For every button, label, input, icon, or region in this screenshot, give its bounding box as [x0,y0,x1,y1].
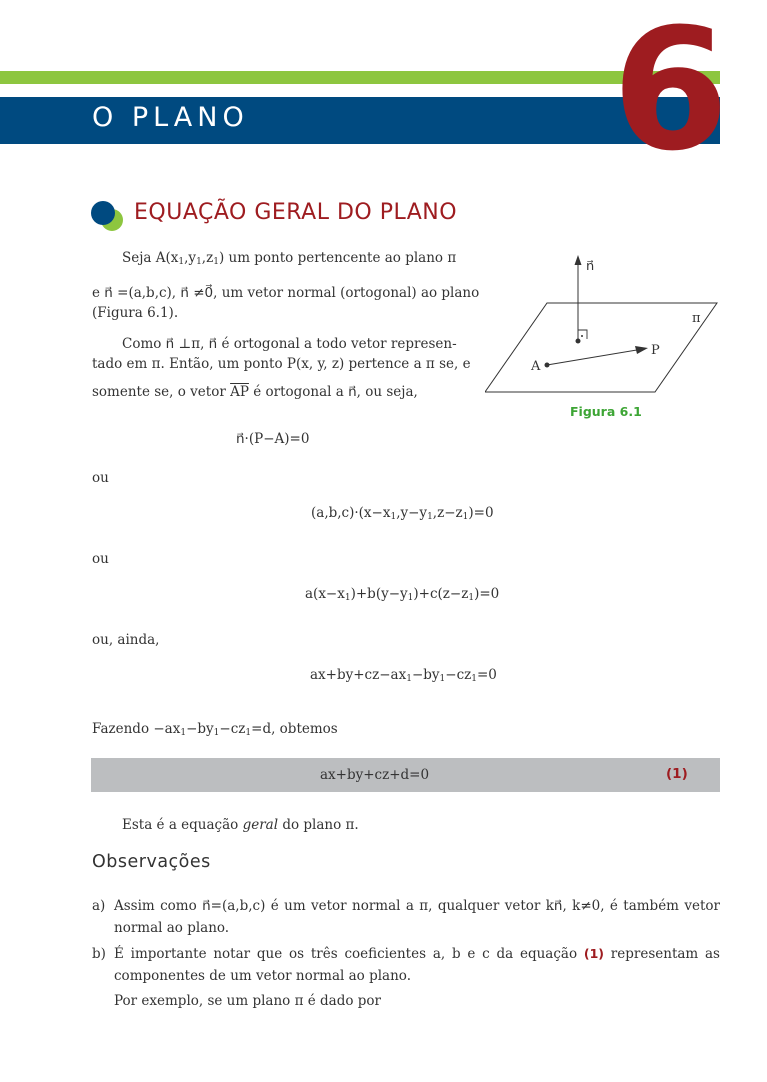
general-equation: ax+by+cz+d=0 [320,767,430,783]
conclusion-sentence: Esta é a equação geral do plano π. [122,817,359,833]
observations-title: Observações [92,852,211,872]
point-a [545,363,550,368]
normal-base-point [576,339,581,344]
figure-caption: Figura 6.1 [570,404,642,419]
intro-line: somente se, o vetor $\overline{AP}$ é ortogonal a n⃗, ou seja, [92,384,418,400]
connector-ou: ou [92,551,109,567]
equation-expanded: $a(x-x_1)+b(y-y_1)+c(z-z_1)=0$ [305,586,500,603]
chapter-number: 6 [612,0,729,188]
intro-line: (Figura 6.1). [92,305,179,321]
label-p: P [651,343,660,358]
vector-ap-line [547,350,637,365]
observation-item-a [92,895,720,939]
plane-parallelogram [485,303,717,392]
intro-line: Seja $A(x_1,y_1,z_1)$ um ponto pertencente ao plano π [122,250,457,267]
equation-reference: (1) [583,946,605,961]
right-angle-mark [578,330,587,339]
equation-number: (1) [666,766,688,782]
label-n: n⃗ [586,259,595,274]
equation-distributed: $ax+by+cz-ax_1-by_1-cz_1=0$ [310,667,497,684]
intro-line: Como n⃗ ⊥π, n⃗ é ortogonal a todo vetor represen- [122,336,457,352]
observation-text: Assim como n⃗=(a,b,c) é um vetor normal a π, qualquer vetor kn⃗, k≠0, é também vetor normal ao plano. [114,898,720,936]
equation-dot-product: n⃗·(P−A)=0 [236,431,310,447]
observation-text: É importante notar que os três coeficientes a, b e c da equação (1) representam as componentes de um vetor normal ao plano. [114,946,720,984]
list-marker: a) [92,898,106,914]
observation-item-b [92,943,720,987]
list-marker: b) [92,946,106,962]
vector-ap: $\overline{AP}$ [230,384,249,400]
section-title: EQUAÇÃO GERAL DO PLANO [134,200,458,225]
label-pi: π [692,311,701,326]
intro-line: tado em π. Então, um ponto P(x, y, z) pertence a π se, e [92,356,471,372]
intro-paragraph-1 [92,248,480,323]
section-bullet-icon [89,200,129,234]
figure-plane-diagram [485,250,725,400]
intro-line: e n⃗ =(a,b,c), n⃗ ≠0⃗, um vetor normal (ortogonal) ao plano [92,285,480,301]
connector-ou: ou [92,470,109,486]
chapter-title: O PLANO [92,102,249,133]
intro-paragraph-2 [92,334,471,402]
equation-components: $(a,b,c)\cdot(x-x_1,y-y_1,z-z_1)=0$ [311,505,494,522]
connector-ou-ainda: ou, ainda, [92,632,160,648]
normal-arrowhead-icon [575,255,582,265]
fazendo-line: Fazendo $-ax_1-by_1-cz_1=d$, obtemos [92,721,338,738]
vector-ap-arrowhead-icon [635,346,648,354]
label-a: A [531,359,541,374]
example-sentence: Por exemplo, se um plano π é dado por [114,993,382,1009]
